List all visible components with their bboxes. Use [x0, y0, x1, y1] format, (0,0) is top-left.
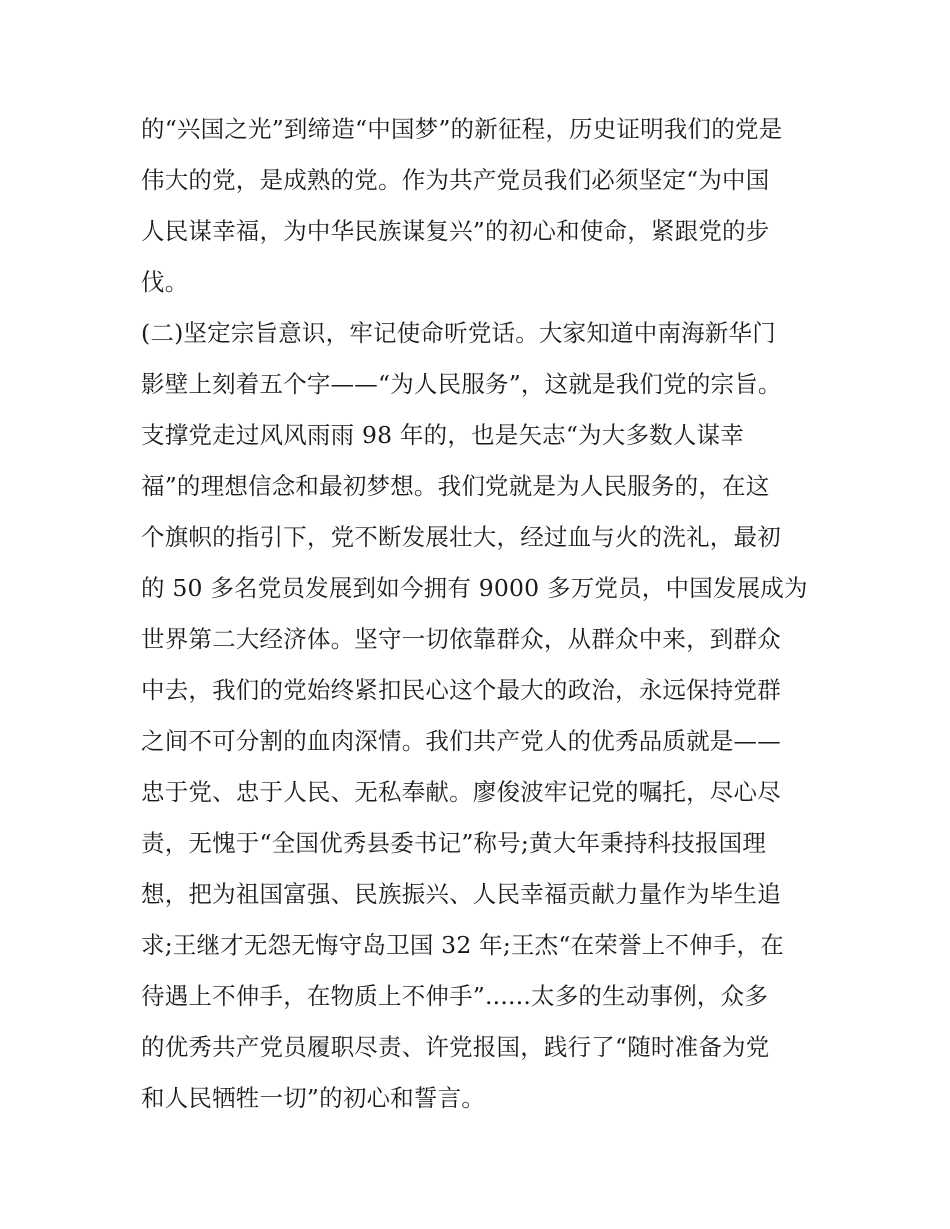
text-line: 的 50 多名党员发展到如今拥有 9000 多万党员，中国发展成为 — [141, 574, 808, 602]
text-line: 伐。 — [141, 268, 189, 296]
body-text — [141, 104, 821, 1124]
text-line: 和人民牺牲一切”的初心和誓言。 — [141, 1084, 486, 1112]
section-heading-line: (二)坚定宗旨意识，牢记使命听党话。大家知道中南海新华门 — [141, 319, 776, 347]
text-line: 想，把为祖国富强、民族振兴、人民幸福贡献力量作为毕生追 — [141, 880, 781, 908]
text-line: 求;王继才无怨无悔守岛卫国 32 年;王杰“在荣誉上不伸手，在 — [141, 931, 784, 959]
text-line: 的“兴国之光”到缔造“中国梦”的新征程，历史证明我们的党是 — [141, 115, 783, 143]
text-line: 人民谋幸福，为中华民族谋复兴”的初心和使命，紧跟党的步 — [141, 217, 770, 245]
text-line: 伟大的党，是成熟的党。作为共产党员我们必须坚定“为中国 — [141, 166, 770, 194]
text-line: 个旗帜的指引下，党不断发展壮大，经过血与火的洗礼，最初 — [141, 523, 781, 551]
text-line: 福”的理想信念和最初梦想。我们党就是为人民服务的，在这 — [141, 472, 770, 500]
text-line: 中去，我们的党始终紧扣民心这个最大的政治，永远保持党群 — [141, 676, 781, 704]
text-line: 支撑党走过风风雨雨 98 年的，也是矢志“为大多数人谋幸 — [141, 421, 744, 449]
text-line: 影壁上刻着五个字——“为人民服务”，这就是我们党的宗旨。 — [141, 370, 782, 398]
text-line: 之间不可分割的血肉深情。我们共产党人的优秀品质就是—— — [141, 727, 781, 755]
text-line: 忠于党、忠于人民、无私奉献。廖俊波牢记党的嘱托，尽心尽 — [141, 778, 781, 806]
text-line: 待遇上不伸手，在物质上不伸手”......太多的生动事例，众多 — [141, 982, 769, 1010]
text-line: 的优秀共产党员履职尽责、许党报国，践行了“随时准备为党 — [141, 1033, 770, 1061]
text-line: 责，无愧于“全国优秀县委书记”称号;黄大年秉持科技报国理 — [141, 829, 767, 857]
text-line: 世界第二大经济体。坚守一切依靠群众，从群众中来，到群众 — [141, 625, 781, 653]
